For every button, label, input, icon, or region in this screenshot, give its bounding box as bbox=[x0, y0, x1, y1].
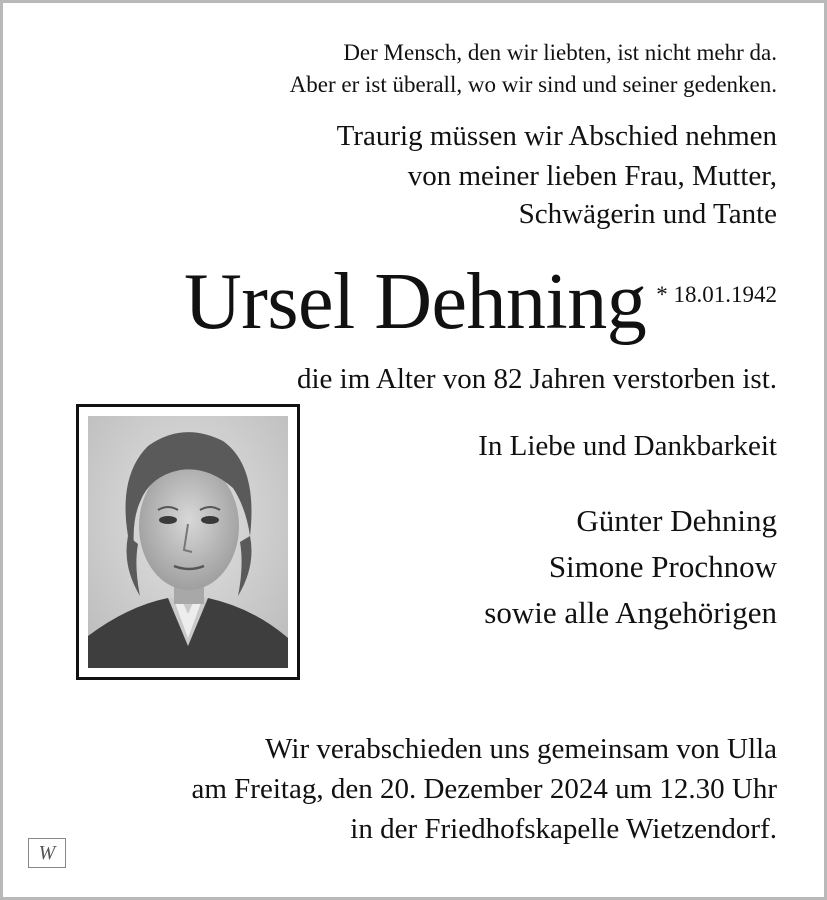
intro-line-3: Schwägerin und Tante bbox=[518, 198, 777, 230]
quote-line-2: Aber er ist überall, wo wir sind und seiner gedenken. bbox=[289, 72, 777, 97]
age-line: die im Alter von 82 Jahren verstorben ist. bbox=[296, 363, 777, 395]
mourner-3: sowie alle Angehörigen bbox=[484, 595, 777, 630]
name-row bbox=[183, 258, 777, 346]
intro-line-2: von meiner lieben Frau, Mutter, bbox=[407, 160, 777, 192]
closing-line: In Liebe und Dankbarkeit bbox=[478, 430, 777, 462]
deceased-name: Ursel Dehning bbox=[183, 258, 647, 346]
ceremony-line-1: Wir verabschieden uns gemeinsam von Ulla bbox=[265, 733, 777, 765]
logo-text: W bbox=[38, 842, 56, 864]
portrait-photo bbox=[88, 416, 288, 668]
mourner-2: Simone Prochnow bbox=[548, 549, 777, 584]
portrait-frame bbox=[76, 404, 300, 680]
ceremony-line-2: am Freitag, den 20. Dezember 2024 um 12.30 Uhr bbox=[191, 773, 777, 805]
mourner-1: Günter Dehning bbox=[576, 503, 777, 538]
portrait-illustration bbox=[88, 416, 288, 668]
quote-line-1: Der Mensch, den wir liebten, ist nicht mehr da. bbox=[343, 40, 777, 65]
intro-line-1: Traurig müssen wir Abschied nehmen bbox=[336, 120, 777, 152]
ceremony-line-3: in der Friedhofskapelle Wietzendorf. bbox=[350, 813, 777, 845]
publisher-logo-icon bbox=[28, 838, 66, 868]
birth-date: * 18.01.1942 bbox=[656, 282, 777, 307]
